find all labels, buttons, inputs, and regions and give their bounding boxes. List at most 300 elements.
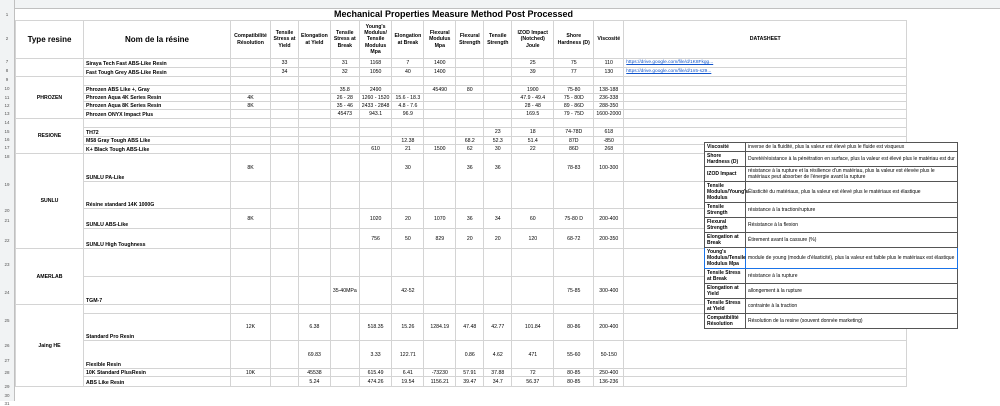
- cell-shore[interactable]: [554, 182, 594, 209]
- cell-ey[interactable]: 45538: [299, 369, 331, 377]
- row-number[interactable]: 22: [4, 238, 10, 243]
- cell-compat[interactable]: [231, 128, 271, 137]
- datasheet-link[interactable]: https://drive.google.com/file/d/1n5-s29...: [624, 68, 907, 77]
- row-number[interactable]: 30: [4, 393, 10, 398]
- cell-ym[interactable]: [359, 154, 392, 182]
- cell-ey[interactable]: [299, 110, 331, 119]
- glossary-term[interactable]: Tensile Modulus/Young's Modulus: [705, 182, 746, 203]
- cell-ts[interactable]: 36: [484, 154, 512, 182]
- cell-ey[interactable]: 6.38: [299, 314, 331, 341]
- cell-ey[interactable]: [299, 86, 331, 94]
- cell-eb[interactable]: 40: [392, 68, 424, 77]
- cell-fm[interactable]: [424, 110, 456, 119]
- glossary-definition[interactable]: Élasticité du matériaux, plus la valeur est élevé plus le matériaux est élastique: [746, 182, 958, 203]
- resin-name-cell[interactable]: M58 Gray Tough ABS Like: [84, 137, 231, 145]
- cell-ts[interactable]: [484, 59, 512, 68]
- resin-name-cell[interactable]: Phrozen ABS Like +, Gray: [84, 86, 231, 94]
- cell-shore[interactable]: 75 - 80D: [554, 94, 594, 102]
- cell-ts[interactable]: 23: [484, 128, 512, 137]
- cell-izod[interactable]: 72: [512, 369, 554, 377]
- cell-tb[interactable]: [330, 77, 359, 86]
- row-number[interactable]: 7: [5, 59, 9, 64]
- cell-izod[interactable]: 39: [512, 68, 554, 77]
- row-number[interactable]: 16: [4, 137, 10, 142]
- cell-ty[interactable]: [271, 137, 299, 145]
- cell-izod[interactable]: [512, 182, 554, 209]
- resin-type-cell[interactable]: SUNLU: [16, 154, 84, 249]
- cell-compat[interactable]: [231, 341, 271, 369]
- glossary-definition[interactable]: Résolution de la resine (souvent donnée marketing): [746, 314, 958, 329]
- cell-tb[interactable]: [330, 377, 359, 387]
- cell-tb[interactable]: 35.8: [330, 86, 359, 94]
- cell-visc[interactable]: [594, 305, 624, 314]
- cell-ty[interactable]: [271, 314, 299, 341]
- cell-ym[interactable]: 2433 - 2848: [359, 102, 392, 110]
- cell-tb[interactable]: [330, 145, 359, 154]
- cell-izod[interactable]: 28 - 48: [512, 102, 554, 110]
- datasheet-link[interactable]: [624, 86, 907, 94]
- cell-ym[interactable]: 474.26: [359, 377, 392, 387]
- cell-fm[interactable]: 45490: [424, 86, 456, 94]
- cell-visc[interactable]: [594, 182, 624, 209]
- cell-ty[interactable]: [271, 110, 299, 119]
- row-number[interactable]: 31: [4, 401, 10, 406]
- cell-ts[interactable]: 4.62: [484, 341, 512, 369]
- cell-izod[interactable]: [512, 119, 554, 128]
- cell-ty[interactable]: [271, 77, 299, 86]
- cell-ey[interactable]: 69.83: [299, 341, 331, 369]
- cell-visc[interactable]: 288-350: [594, 102, 624, 110]
- cell-ym[interactable]: [359, 249, 392, 277]
- header-tensile-break[interactable]: Tensile Stress at Break: [330, 21, 359, 59]
- row-number[interactable]: 23: [4, 262, 10, 267]
- cell-fm[interactable]: [424, 305, 456, 314]
- cell-ym[interactable]: [359, 305, 392, 314]
- resin-name-cell[interactable]: [84, 249, 231, 277]
- row-number[interactable]: 8: [5, 68, 9, 73]
- cell-fs[interactable]: 68.2: [456, 137, 484, 145]
- cell-fm[interactable]: [424, 137, 456, 145]
- cell-izod[interactable]: 22: [512, 145, 554, 154]
- cell-shore[interactable]: 80-85: [554, 369, 594, 377]
- header-shore[interactable]: Shore Hardness (D): [554, 21, 594, 59]
- cell-izod[interactable]: [512, 305, 554, 314]
- row-number[interactable]: 15: [4, 129, 10, 134]
- row-number[interactable]: 21: [4, 218, 10, 223]
- datasheet-link[interactable]: [624, 341, 907, 369]
- cell-izod[interactable]: 101.84: [512, 314, 554, 341]
- cell-ty[interactable]: [271, 369, 299, 377]
- cell-ts[interactable]: 30: [484, 145, 512, 154]
- cell-ey[interactable]: [299, 249, 331, 277]
- cell-tb[interactable]: [330, 314, 359, 341]
- cell-ty[interactable]: [271, 305, 299, 314]
- cell-fs[interactable]: 0.86: [456, 341, 484, 369]
- glossary-term[interactable]: Elongation at Yield: [705, 284, 746, 299]
- cell-ym[interactable]: [359, 128, 392, 137]
- cell-ym[interactable]: [359, 182, 392, 209]
- glossary-definition[interactable]: Étirement avant la cassure (%): [746, 233, 958, 248]
- glossary-term[interactable]: Viscosité: [705, 143, 746, 152]
- cell-fs[interactable]: [456, 119, 484, 128]
- cell-fs[interactable]: [456, 277, 484, 305]
- cell-fs[interactable]: 39.47: [456, 377, 484, 387]
- cell-tb[interactable]: [330, 209, 359, 229]
- cell-fm[interactable]: [424, 277, 456, 305]
- cell-compat[interactable]: 12K: [231, 314, 271, 341]
- cell-fs[interactable]: [456, 68, 484, 77]
- resin-type-cell[interactable]: AMERLAB: [16, 249, 84, 305]
- header-datasheet[interactable]: DATASHEET: [624, 21, 907, 59]
- cell-fs[interactable]: [456, 59, 484, 68]
- resin-name-cell[interactable]: ABS Like Resin: [84, 377, 231, 387]
- glossary-definition[interactable]: Résistance à la flexion: [746, 218, 958, 233]
- header-flex-str[interactable]: Flexural Strength: [456, 21, 484, 59]
- cell-fm[interactable]: 1400: [424, 59, 456, 68]
- cell-eb[interactable]: 122.71: [392, 341, 424, 369]
- cell-ym[interactable]: 943.1: [359, 110, 392, 119]
- cell-ey[interactable]: [299, 68, 331, 77]
- cell-izod[interactable]: 169.5: [512, 110, 554, 119]
- cell-ty[interactable]: [271, 229, 299, 249]
- cell-ts[interactable]: 37.88: [484, 369, 512, 377]
- cell-ty[interactable]: [271, 249, 299, 277]
- cell-ts[interactable]: [484, 119, 512, 128]
- cell-fm[interactable]: 1500: [424, 145, 456, 154]
- cell-compat[interactable]: [231, 68, 271, 77]
- cell-izod[interactable]: 60: [512, 209, 554, 229]
- cell-eb[interactable]: 12.38: [392, 137, 424, 145]
- cell-tb[interactable]: 45473: [330, 110, 359, 119]
- cell-ey[interactable]: [299, 145, 331, 154]
- cell-shore[interactable]: 78-83: [554, 154, 594, 182]
- cell-fs[interactable]: 20: [456, 229, 484, 249]
- cell-ty[interactable]: [271, 86, 299, 94]
- cell-fs[interactable]: 62: [456, 145, 484, 154]
- cell-tb[interactable]: [330, 249, 359, 277]
- cell-izod[interactable]: [512, 77, 554, 86]
- sheet-title[interactable]: Mechanical Properties Measure Method Post Processed: [333, 9, 574, 19]
- header-nom[interactable]: Nom de la résine: [84, 21, 231, 59]
- cell-fm[interactable]: [424, 341, 456, 369]
- cell-ts[interactable]: [484, 249, 512, 277]
- cell-ts[interactable]: 20: [484, 229, 512, 249]
- cell-compat[interactable]: 10K: [231, 369, 271, 377]
- row-number[interactable]: 18: [4, 154, 10, 159]
- cell-tb[interactable]: [330, 182, 359, 209]
- cell-eb[interactable]: [392, 128, 424, 137]
- cell-visc[interactable]: 200-350: [594, 229, 624, 249]
- cell-compat[interactable]: 8K: [231, 154, 271, 182]
- cell-ey[interactable]: [299, 229, 331, 249]
- cell-eb[interactable]: [392, 182, 424, 209]
- cell-tb[interactable]: [330, 369, 359, 377]
- cell-ty[interactable]: [271, 277, 299, 305]
- cell-ts[interactable]: 42.77: [484, 314, 512, 341]
- cell-ey[interactable]: [299, 305, 331, 314]
- cell-fs[interactable]: [456, 128, 484, 137]
- cell-shore[interactable]: 55-60: [554, 341, 594, 369]
- cell-fs[interactable]: [456, 102, 484, 110]
- cell-shore[interactable]: 74-78D: [554, 128, 594, 137]
- cell-fs[interactable]: [456, 77, 484, 86]
- cell-tb[interactable]: 35 - 46: [330, 102, 359, 110]
- cell-ts[interactable]: [484, 77, 512, 86]
- cell-eb[interactable]: [392, 86, 424, 94]
- cell-ey[interactable]: [299, 128, 331, 137]
- cell-ts[interactable]: [484, 182, 512, 209]
- cell-fs[interactable]: [456, 305, 484, 314]
- cell-ym[interactable]: 3.33: [359, 341, 392, 369]
- cell-compat[interactable]: 8K: [231, 209, 271, 229]
- resin-name-cell[interactable]: K+ Black Tough ABS-Like: [84, 145, 231, 154]
- header-type[interactable]: Type resine: [16, 21, 84, 59]
- glossary-definition[interactable]: module de young (module d'élasticité), plus la valeur est faible plus le matériaux est élastique: [746, 248, 958, 269]
- datasheet-link[interactable]: [624, 369, 907, 377]
- cell-fm[interactable]: 829: [424, 229, 456, 249]
- glossary-term[interactable]: Flexural Strength: [705, 218, 746, 233]
- cell-fm[interactable]: -73230: [424, 369, 456, 377]
- cell-shore[interactable]: 75-80: [554, 86, 594, 94]
- datasheet-link[interactable]: [624, 110, 907, 119]
- cell-ty[interactable]: [271, 102, 299, 110]
- resin-name-cell[interactable]: Résine standard 14K 1000G: [84, 182, 231, 209]
- cell-visc[interactable]: [594, 249, 624, 277]
- resin-name-cell[interactable]: Flexible Resin: [84, 341, 231, 369]
- resin-name-cell[interactable]: SUNLU ABS-Like: [84, 209, 231, 229]
- cell-shore[interactable]: 77: [554, 68, 594, 77]
- header-tensile-str[interactable]: Tensile Strength: [484, 21, 512, 59]
- cell-visc[interactable]: 100-300: [594, 154, 624, 182]
- row-number[interactable]: 26: [4, 343, 10, 348]
- row-number[interactable]: 9: [5, 77, 9, 82]
- cell-ts[interactable]: [484, 102, 512, 110]
- row-header-bar[interactable]: [0, 0, 15, 406]
- cell-visc[interactable]: 138-188: [594, 86, 624, 94]
- cell-shore[interactable]: 75-85: [554, 277, 594, 305]
- cell-shore[interactable]: 86D: [554, 145, 594, 154]
- cell-fm[interactable]: [424, 94, 456, 102]
- cell-izod[interactable]: [512, 277, 554, 305]
- cell-shore[interactable]: 75: [554, 59, 594, 68]
- cell-eb[interactable]: 21: [392, 145, 424, 154]
- datasheet-link[interactable]: https://drive.google.com/file/d/1K8Fkgg...: [624, 59, 907, 68]
- cell-shore[interactable]: 87D: [554, 137, 594, 145]
- cell-ym[interactable]: 756: [359, 229, 392, 249]
- resin-name-cell[interactable]: Standard Pro Resin: [84, 314, 231, 341]
- cell-fs[interactable]: 36: [456, 154, 484, 182]
- header-elong-break[interactable]: Elongation at Break: [392, 21, 424, 59]
- glossary-term[interactable]: IZOD Impact: [705, 167, 746, 182]
- cell-shore[interactable]: 75-80 D: [554, 209, 594, 229]
- cell-ey[interactable]: [299, 77, 331, 86]
- cell-izod[interactable]: 56.37: [512, 377, 554, 387]
- cell-compat[interactable]: [231, 145, 271, 154]
- cell-ey[interactable]: [299, 94, 331, 102]
- cell-shore[interactable]: 89 - 86D: [554, 102, 594, 110]
- row-number[interactable]: 10: [4, 86, 10, 91]
- cell-ts[interactable]: 34: [484, 209, 512, 229]
- cell-eb[interactable]: [392, 249, 424, 277]
- cell-ts[interactable]: [484, 277, 512, 305]
- cell-fs[interactable]: 47.48: [456, 314, 484, 341]
- cell-compat[interactable]: [231, 119, 271, 128]
- cell-ts[interactable]: [484, 110, 512, 119]
- cell-izod[interactable]: 51.4: [512, 137, 554, 145]
- cell-ym[interactable]: [359, 277, 392, 305]
- cell-eb[interactable]: 19.54: [392, 377, 424, 387]
- cell-visc[interactable]: 236-338: [594, 94, 624, 102]
- resin-type-cell[interactable]: PHROZEN: [16, 77, 84, 119]
- cell-eb[interactable]: 96.9: [392, 110, 424, 119]
- resin-name-cell[interactable]: Phrozen ONYX Impact Plus: [84, 110, 231, 119]
- cell-compat[interactable]: [231, 59, 271, 68]
- cell-shore[interactable]: [554, 77, 594, 86]
- cell-visc[interactable]: 250-400: [594, 369, 624, 377]
- cell-visc[interactable]: 110: [594, 59, 624, 68]
- glossary-definition[interactable]: contrainte à la traction: [746, 299, 958, 314]
- cell-visc[interactable]: 200-400: [594, 209, 624, 229]
- resin-type-cell[interactable]: Jaing HE: [16, 305, 84, 387]
- resin-name-cell[interactable]: SUNLU PA-Like: [84, 154, 231, 182]
- cell-ym[interactable]: 2490: [359, 86, 392, 94]
- cell-ty[interactable]: [271, 154, 299, 182]
- cell-ey[interactable]: [299, 154, 331, 182]
- cell-ts[interactable]: [484, 94, 512, 102]
- cell-ym[interactable]: 1020: [359, 209, 392, 229]
- cell-ty[interactable]: 34: [271, 68, 299, 77]
- glossary-term[interactable]: Tensile Stress at Yield: [705, 299, 746, 314]
- cell-tb[interactable]: 35-40MPa: [330, 277, 359, 305]
- cell-ty[interactable]: [271, 377, 299, 387]
- cell-ey[interactable]: [299, 209, 331, 229]
- cell-fs[interactable]: [456, 94, 484, 102]
- cell-shore[interactable]: [554, 305, 594, 314]
- cell-visc[interactable]: 50-150: [594, 341, 624, 369]
- cell-tb[interactable]: 31: [330, 59, 359, 68]
- row-number[interactable]: 12: [4, 103, 10, 108]
- cell-compat[interactable]: [231, 377, 271, 387]
- cell-ty[interactable]: [271, 209, 299, 229]
- cell-izod[interactable]: 1900: [512, 86, 554, 94]
- cell-fm[interactable]: 1156.21: [424, 377, 456, 387]
- resin-name-cell[interactable]: 10K Standard PlusResin: [84, 369, 231, 377]
- cell-ey[interactable]: [299, 102, 331, 110]
- row-number[interactable]: 25: [4, 318, 10, 323]
- cell-fm[interactable]: [424, 249, 456, 277]
- cell-ym[interactable]: 1168: [359, 59, 392, 68]
- cell-fs[interactable]: 57.91: [456, 369, 484, 377]
- cell-fm[interactable]: [424, 182, 456, 209]
- glossary-term[interactable]: Tensile Strength: [705, 203, 746, 218]
- cell-compat[interactable]: 4K: [231, 94, 271, 102]
- cell-fs[interactable]: 80: [456, 86, 484, 94]
- cell-tb[interactable]: 26 - 28: [330, 94, 359, 102]
- cell-compat[interactable]: 8K: [231, 102, 271, 110]
- header-visc[interactable]: Viscosité: [594, 21, 624, 59]
- cell-visc[interactable]: 1600-2000: [594, 110, 624, 119]
- cell-shore[interactable]: [554, 249, 594, 277]
- cell-shore[interactable]: 80-85: [554, 377, 594, 387]
- row-number[interactable]: 20: [4, 208, 10, 213]
- cell-visc[interactable]: [594, 77, 624, 86]
- cell-eb[interactable]: 6.41: [392, 369, 424, 377]
- cell-tb[interactable]: [330, 305, 359, 314]
- cell-compat[interactable]: [231, 305, 271, 314]
- header-young[interactable]: Young's Modulus/ Tensile Modulus Mpa: [359, 21, 392, 59]
- glossary-definition[interactable]: Dureté/résistance à la pénétration en surface, plus la valeur est élevé plus le matériau est dur: [746, 152, 958, 167]
- glossary-definition[interactable]: résistance à la rupture: [746, 269, 958, 284]
- row-number[interactable]: 28: [4, 370, 10, 375]
- cell-ts[interactable]: [484, 68, 512, 77]
- cell-eb[interactable]: 30: [392, 154, 424, 182]
- cell-tb[interactable]: [330, 341, 359, 369]
- row-number[interactable]: 1: [5, 12, 9, 17]
- cell-eb[interactable]: [392, 305, 424, 314]
- cell-tb[interactable]: [330, 137, 359, 145]
- cell-tb[interactable]: [330, 128, 359, 137]
- resin-name-cell[interactable]: [84, 305, 231, 314]
- cell-ty[interactable]: [271, 119, 299, 128]
- cell-ey[interactable]: [299, 137, 331, 145]
- glossary-term[interactable]: Shore Hardness (D): [705, 152, 746, 167]
- row-number[interactable]: 14: [4, 120, 10, 125]
- cell-ty[interactable]: [271, 94, 299, 102]
- resin-name-cell[interactable]: TH72: [84, 128, 231, 137]
- glossary-term[interactable]: Elongation at Break: [705, 233, 746, 248]
- cell-compat[interactable]: [231, 277, 271, 305]
- cell-ym[interactable]: 518.35: [359, 314, 392, 341]
- cell-eb[interactable]: 20: [392, 209, 424, 229]
- cell-fm[interactable]: [424, 154, 456, 182]
- cell-fs[interactable]: [456, 110, 484, 119]
- cell-izod[interactable]: 471: [512, 341, 554, 369]
- cell-ty[interactable]: [271, 341, 299, 369]
- datasheet-link[interactable]: [624, 102, 907, 110]
- glossary-definition[interactable]: allongement à la rupture: [746, 284, 958, 299]
- cell-compat[interactable]: [231, 77, 271, 86]
- cell-tb[interactable]: 32: [330, 68, 359, 77]
- row-number[interactable]: 29: [4, 384, 10, 389]
- cell-izod[interactable]: 18: [512, 128, 554, 137]
- resin-name-cell[interactable]: Phrozen Aqua 4K Series Resin: [84, 94, 231, 102]
- cell-shore[interactable]: 80-86: [554, 314, 594, 341]
- cell-ty[interactable]: [271, 182, 299, 209]
- cell-compat[interactable]: [231, 229, 271, 249]
- cell-visc[interactable]: -850: [594, 137, 624, 145]
- cell-ts[interactable]: [484, 86, 512, 94]
- cell-fm[interactable]: 1400: [424, 68, 456, 77]
- cell-ts[interactable]: [484, 305, 512, 314]
- cell-izod[interactable]: 25: [512, 59, 554, 68]
- cell-visc[interactable]: [594, 119, 624, 128]
- cell-eb[interactable]: 42-52: [392, 277, 424, 305]
- cell-fm[interactable]: 1070: [424, 209, 456, 229]
- glossary-term[interactable]: Compatibilité Résolution: [705, 314, 746, 329]
- resin-name-cell[interactable]: [84, 77, 231, 86]
- cell-ey[interactable]: 5.24: [299, 377, 331, 387]
- cell-fm[interactable]: [424, 102, 456, 110]
- resin-name-cell[interactable]: Siraya Tech Fast ABS-Like Resin: [84, 59, 231, 68]
- cell-visc[interactable]: 268: [594, 145, 624, 154]
- cell-ts[interactable]: 34.7: [484, 377, 512, 387]
- cell-fs[interactable]: 36: [456, 209, 484, 229]
- cell-fm[interactable]: [424, 77, 456, 86]
- cell-eb[interactable]: 15.6 - 18.3: [392, 94, 424, 102]
- cell-shore[interactable]: 68-72: [554, 229, 594, 249]
- cell-tb[interactable]: [330, 154, 359, 182]
- glossary-definition[interactable]: résistance à la traction/rupture: [746, 203, 958, 218]
